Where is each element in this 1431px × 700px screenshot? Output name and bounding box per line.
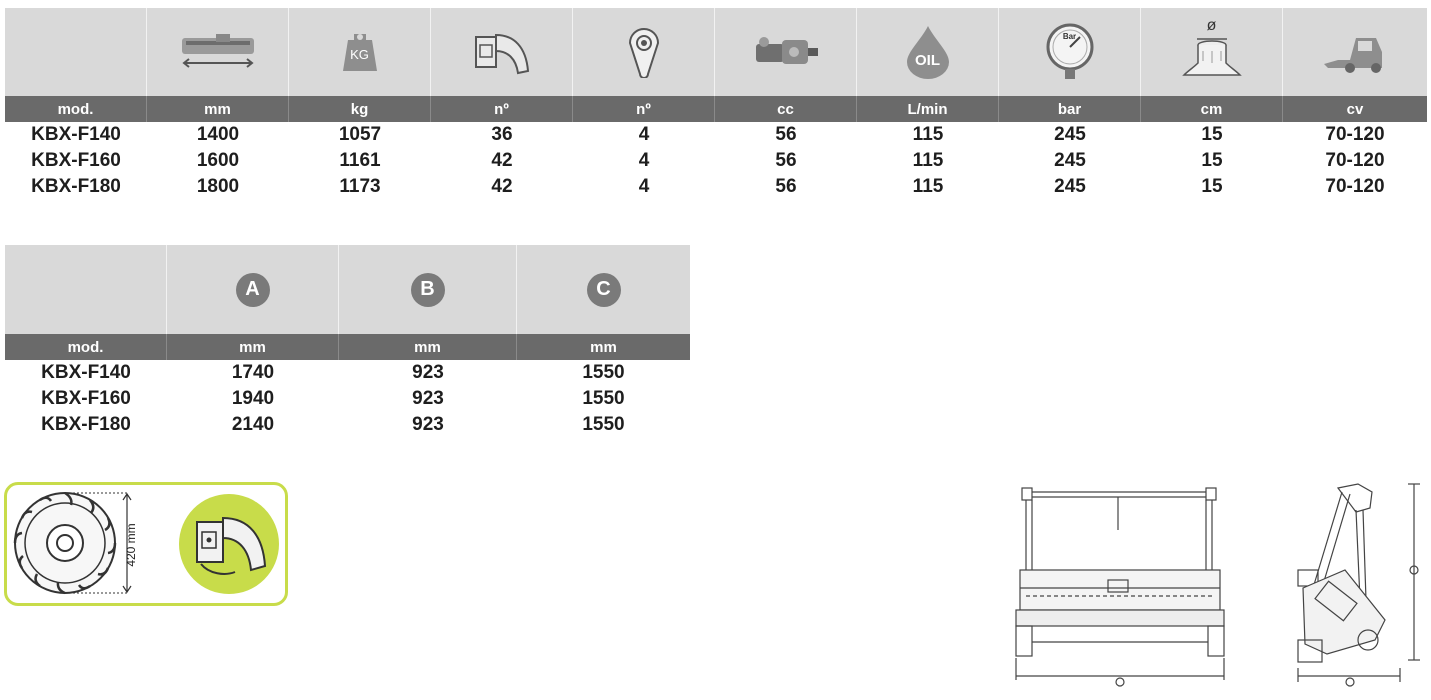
header-belts-count: nº [573, 96, 715, 122]
model-cell: KBX-F160 [41, 388, 131, 409]
table-cell: 70-120 [1325, 176, 1385, 197]
tree-stump-icon [1141, 8, 1283, 96]
dimension-icon-row [5, 245, 690, 334]
table-cell: 245 [1054, 124, 1086, 145]
table-cell: 1550 [582, 388, 625, 409]
dimension-c-icon [517, 245, 690, 334]
header-weight-kg: kg [289, 96, 431, 122]
table-row [5, 174, 1427, 200]
table-cell: 1161 [339, 150, 381, 171]
dimension-b-label: B [411, 273, 445, 307]
table-row [5, 148, 1427, 174]
header-pressure-bar: bar [999, 96, 1141, 122]
hammer-tool-icon [177, 492, 281, 596]
table-cell: 245 [1054, 176, 1086, 197]
table-cell: 42 [491, 176, 513, 197]
model-cell: KBX-F180 [41, 414, 131, 435]
header-hammers-count: nº [431, 96, 573, 122]
table-cell: 15 [1201, 176, 1223, 197]
belt-pulley-icon [573, 8, 715, 96]
hammer-blade-icon [431, 8, 573, 96]
table-cell: 15 [1201, 150, 1223, 171]
header-model: mod. [5, 96, 147, 122]
table-cell: 1550 [582, 414, 625, 435]
spec-unit-row [5, 96, 1427, 122]
table-cell: 1173 [339, 176, 381, 197]
rotor-drum-icon [11, 485, 141, 603]
table-cell: 923 [412, 362, 444, 383]
table-cell: 56 [775, 124, 797, 145]
blank-icon-cell [5, 8, 147, 96]
table-row [5, 122, 1427, 148]
mower-width-icon [147, 8, 289, 96]
dimension-a-label: A [236, 273, 270, 307]
table-cell: 4 [638, 124, 650, 145]
dimension-unit-row [5, 334, 690, 360]
table-row [5, 360, 690, 386]
table-cell: 115 [912, 176, 944, 197]
table-cell: 245 [1054, 150, 1086, 171]
spec-icon-row [5, 8, 1427, 96]
rotor-detail-box [4, 482, 288, 606]
hydraulic-motor-icon [715, 8, 857, 96]
model-cell: KBX-F180 [31, 176, 121, 197]
table-cell: 56 [775, 176, 797, 197]
table-cell: 1940 [231, 388, 275, 409]
header-cutting-cm: cm [1141, 96, 1283, 122]
header-model: mod. [5, 334, 167, 360]
table-cell: 4 [638, 176, 650, 197]
table-cell: 1057 [338, 124, 382, 145]
table-cell: 1800 [196, 176, 240, 197]
stump-icon-text: ø [1206, 17, 1217, 34]
model-cell: KBX-F140 [41, 362, 131, 383]
pressure-gauge-icon [999, 8, 1141, 96]
table-cell: 1400 [196, 124, 240, 145]
dimension-c-label: C [587, 273, 621, 307]
table-cell: 4 [638, 150, 650, 171]
header-c-mm: mm [590, 338, 617, 356]
model-cell: KBX-F160 [31, 150, 121, 171]
dimension-a-icon [167, 245, 339, 334]
table-cell: 115 [912, 124, 944, 145]
table-cell: 36 [491, 124, 513, 145]
table-cell: 56 [775, 150, 797, 171]
table-cell: 70-120 [1325, 150, 1385, 171]
oil-icon-text: OIL [915, 52, 940, 69]
table-cell: 15 [1201, 124, 1223, 145]
skid-steer-loader-icon [1283, 8, 1427, 96]
model-cell: KBX-F140 [31, 124, 121, 145]
table-row [5, 386, 690, 412]
dimension-b-icon [339, 245, 517, 334]
table-cell: 70-120 [1325, 124, 1385, 145]
technical-drawings [1008, 470, 1428, 695]
front-and-side-view-drawing [1008, 470, 1428, 695]
table-cell: 1740 [231, 362, 275, 383]
table-cell: 1550 [582, 362, 625, 383]
oil-drop-icon [857, 8, 999, 96]
table-cell: 923 [412, 388, 444, 409]
header-a-mm: mm [167, 334, 339, 360]
table-cell: 115 [912, 150, 944, 171]
table-cell: 923 [412, 414, 444, 435]
kg-weight-icon [289, 8, 431, 96]
spec-table [5, 8, 1427, 200]
header-motor-cc: cc [715, 96, 857, 122]
table-cell: 42 [491, 150, 513, 171]
table-cell: 2140 [231, 414, 275, 435]
table-row [5, 412, 690, 438]
rotor-diameter-label: 420 mm [124, 523, 138, 567]
header-power-cv: cv [1346, 100, 1364, 118]
header-b-mm: mm [339, 334, 517, 360]
dimension-table [5, 245, 690, 438]
header-oil-flow: L/min [857, 96, 999, 122]
gauge-icon-text: Bar [1062, 32, 1077, 41]
kg-icon-text: KG [350, 47, 369, 62]
header-width-mm: mm [147, 96, 289, 122]
blank-icon-cell [5, 245, 167, 334]
table-cell: 1600 [196, 150, 240, 171]
